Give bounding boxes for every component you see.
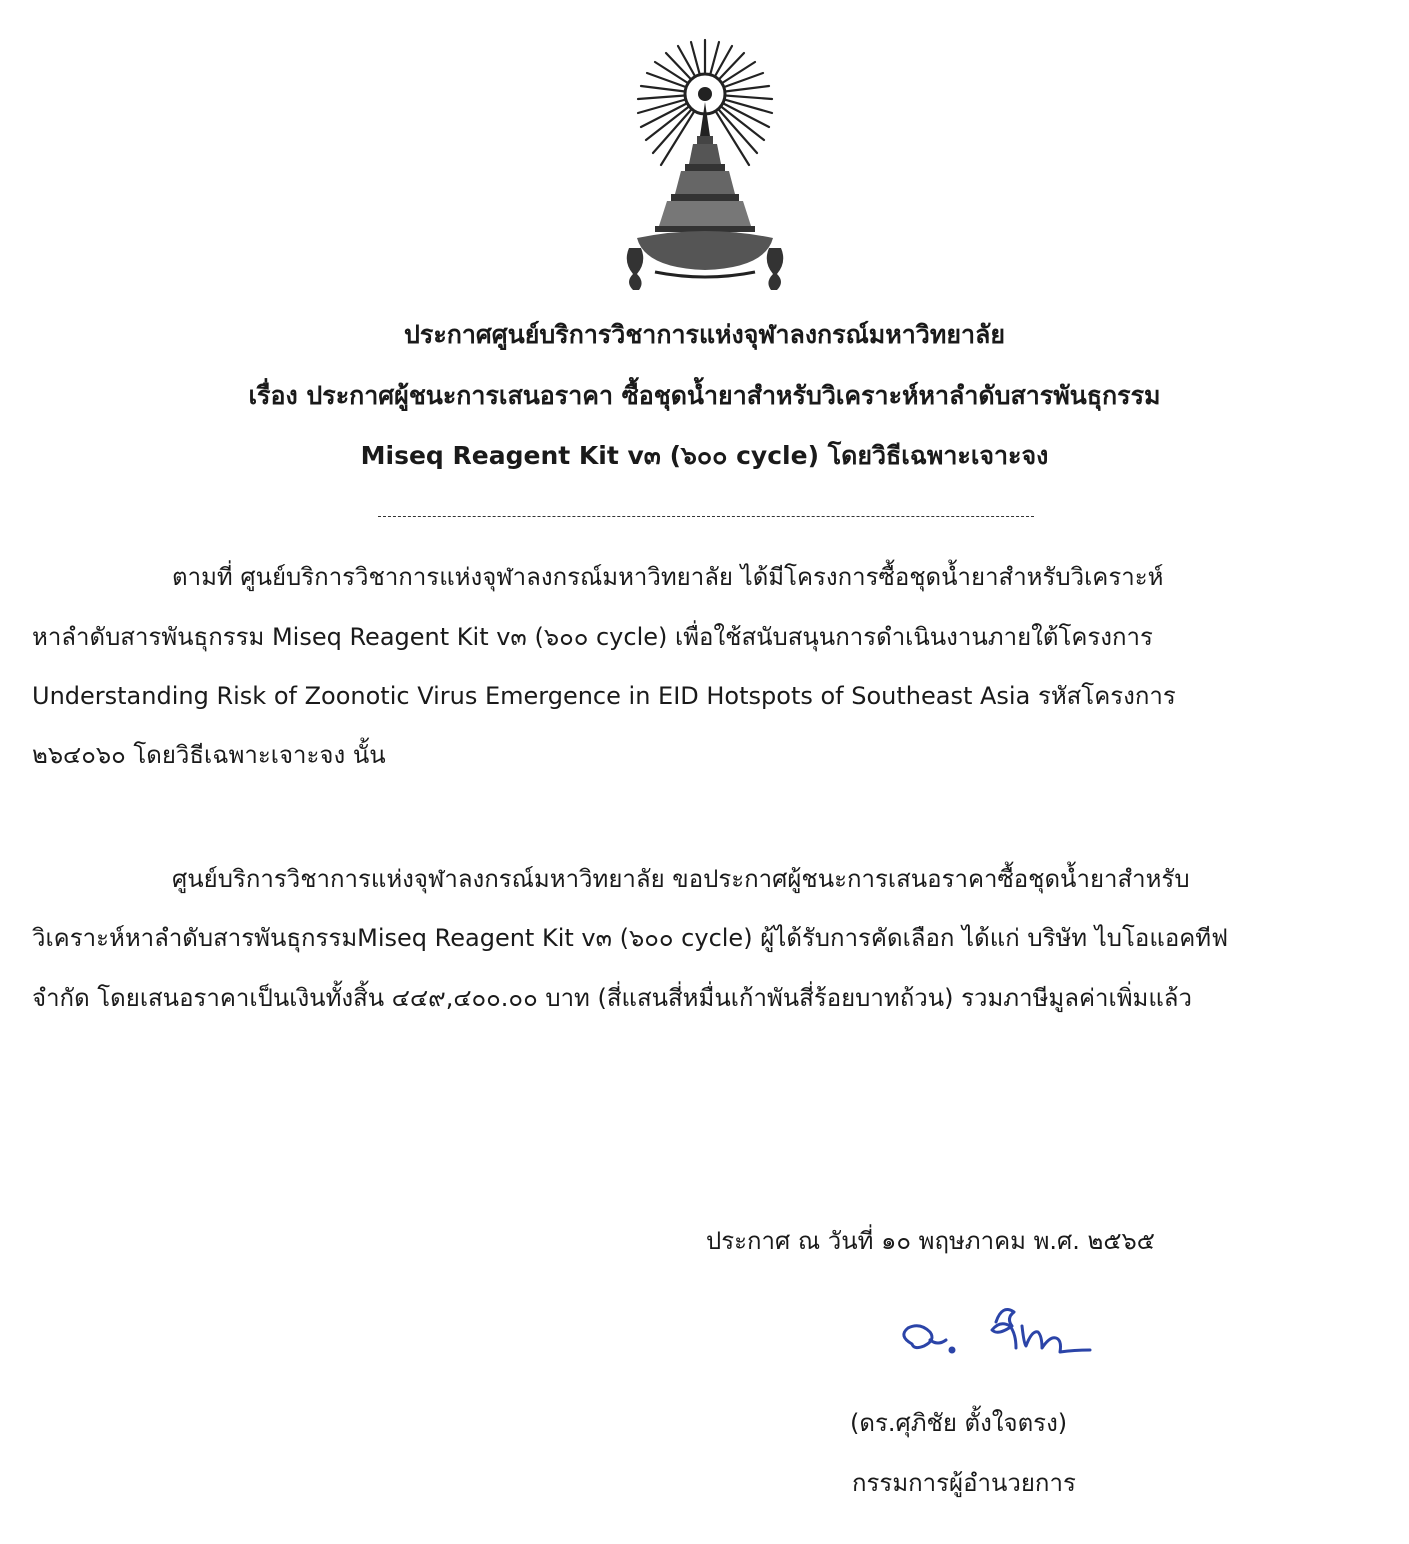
- paragraph-2-line-1: ศูนย์บริการวิชาการแห่งจุฬาลงกรณ์มหาวิทยาลัย ขอประกาศผู้ชนะการเสนอราคาซื้อชุดน้ำยาสำหรับ: [172, 865, 1190, 893]
- announcement-subject-line2: Miseq Reagent Kit v๓ (๖๐๐ cycle) โดยวิธีเฉพาะเจาะจง: [360, 441, 1049, 470]
- paragraph-1-line-2: หาลำดับสารพันธุกรรม Miseq Reagent Kit v๓ (๖๐๐ cycle) เพื่อใช้สนับสนุนการดำเนินงานภายใต้โครงการ: [32, 623, 1153, 651]
- paragraph-1-line-1: ตามที่ ศูนย์บริการวิชาการแห่งจุฬาลงกรณ์มหาวิทยาลัย ได้มีโครงการซื้อชุดน้ำยาสำหรับวิเคราะห์: [172, 563, 1164, 591]
- paragraph-2-line-3: จำกัด โดยเสนอราคาเป็นเงินทั้งสิ้น ๔๔๙,๔๐๐.๐๐ บาท (สี่แสนสี่หมื่นเก้าพันสี่ร้อยบาทถ้วน) รวมภาษีมูลค่าเพิ่มแล้ว: [32, 984, 1192, 1012]
- announcement-date: ประกาศ ณ วันที่ ๑๐ พฤษภาคม พ.ศ. ๒๕๖๕: [706, 1227, 1155, 1255]
- signatory-title: กรรมการผู้อำนวยการ: [852, 1469, 1076, 1497]
- signature-image: [890, 1300, 1120, 1380]
- university-emblem: [615, 36, 795, 300]
- paragraph-1-line-4: ๒๖๔๐๖๐ โดยวิธีเฉพาะเจาะจง นั้น: [32, 741, 386, 769]
- paragraph-1-line-3: Understanding Risk of Zoonotic Virus Emergence in EID Hotspots of Southeast Asia รหัสโครงการ: [32, 682, 1176, 710]
- signatory-name: (ดร.ศุภิชัย ตั้งใจตรง): [850, 1409, 1068, 1437]
- divider-line: [378, 516, 1034, 517]
- paragraph-2-line-2: วิเคราะห์หาลำดับสารพันธุกรรมMiseq Reagent Kit v๓ (๖๐๐ cycle) ผู้ได้รับการคัดเลือก ได้แก่ บริษัท ไบโอแอคทีฟ: [32, 924, 1229, 952]
- announcement-subject: เรื่อง ประกาศผู้ชนะการเสนอราคา ซื้อชุดน้ำยาสำหรับวิเคราะห์หาลำดับสารพันธุกรรม: [248, 381, 1161, 410]
- announcement-title: ประกาศศูนย์บริการวิชาการแห่งจุฬาลงกรณ์มหาวิทยาลัย: [404, 320, 1005, 349]
